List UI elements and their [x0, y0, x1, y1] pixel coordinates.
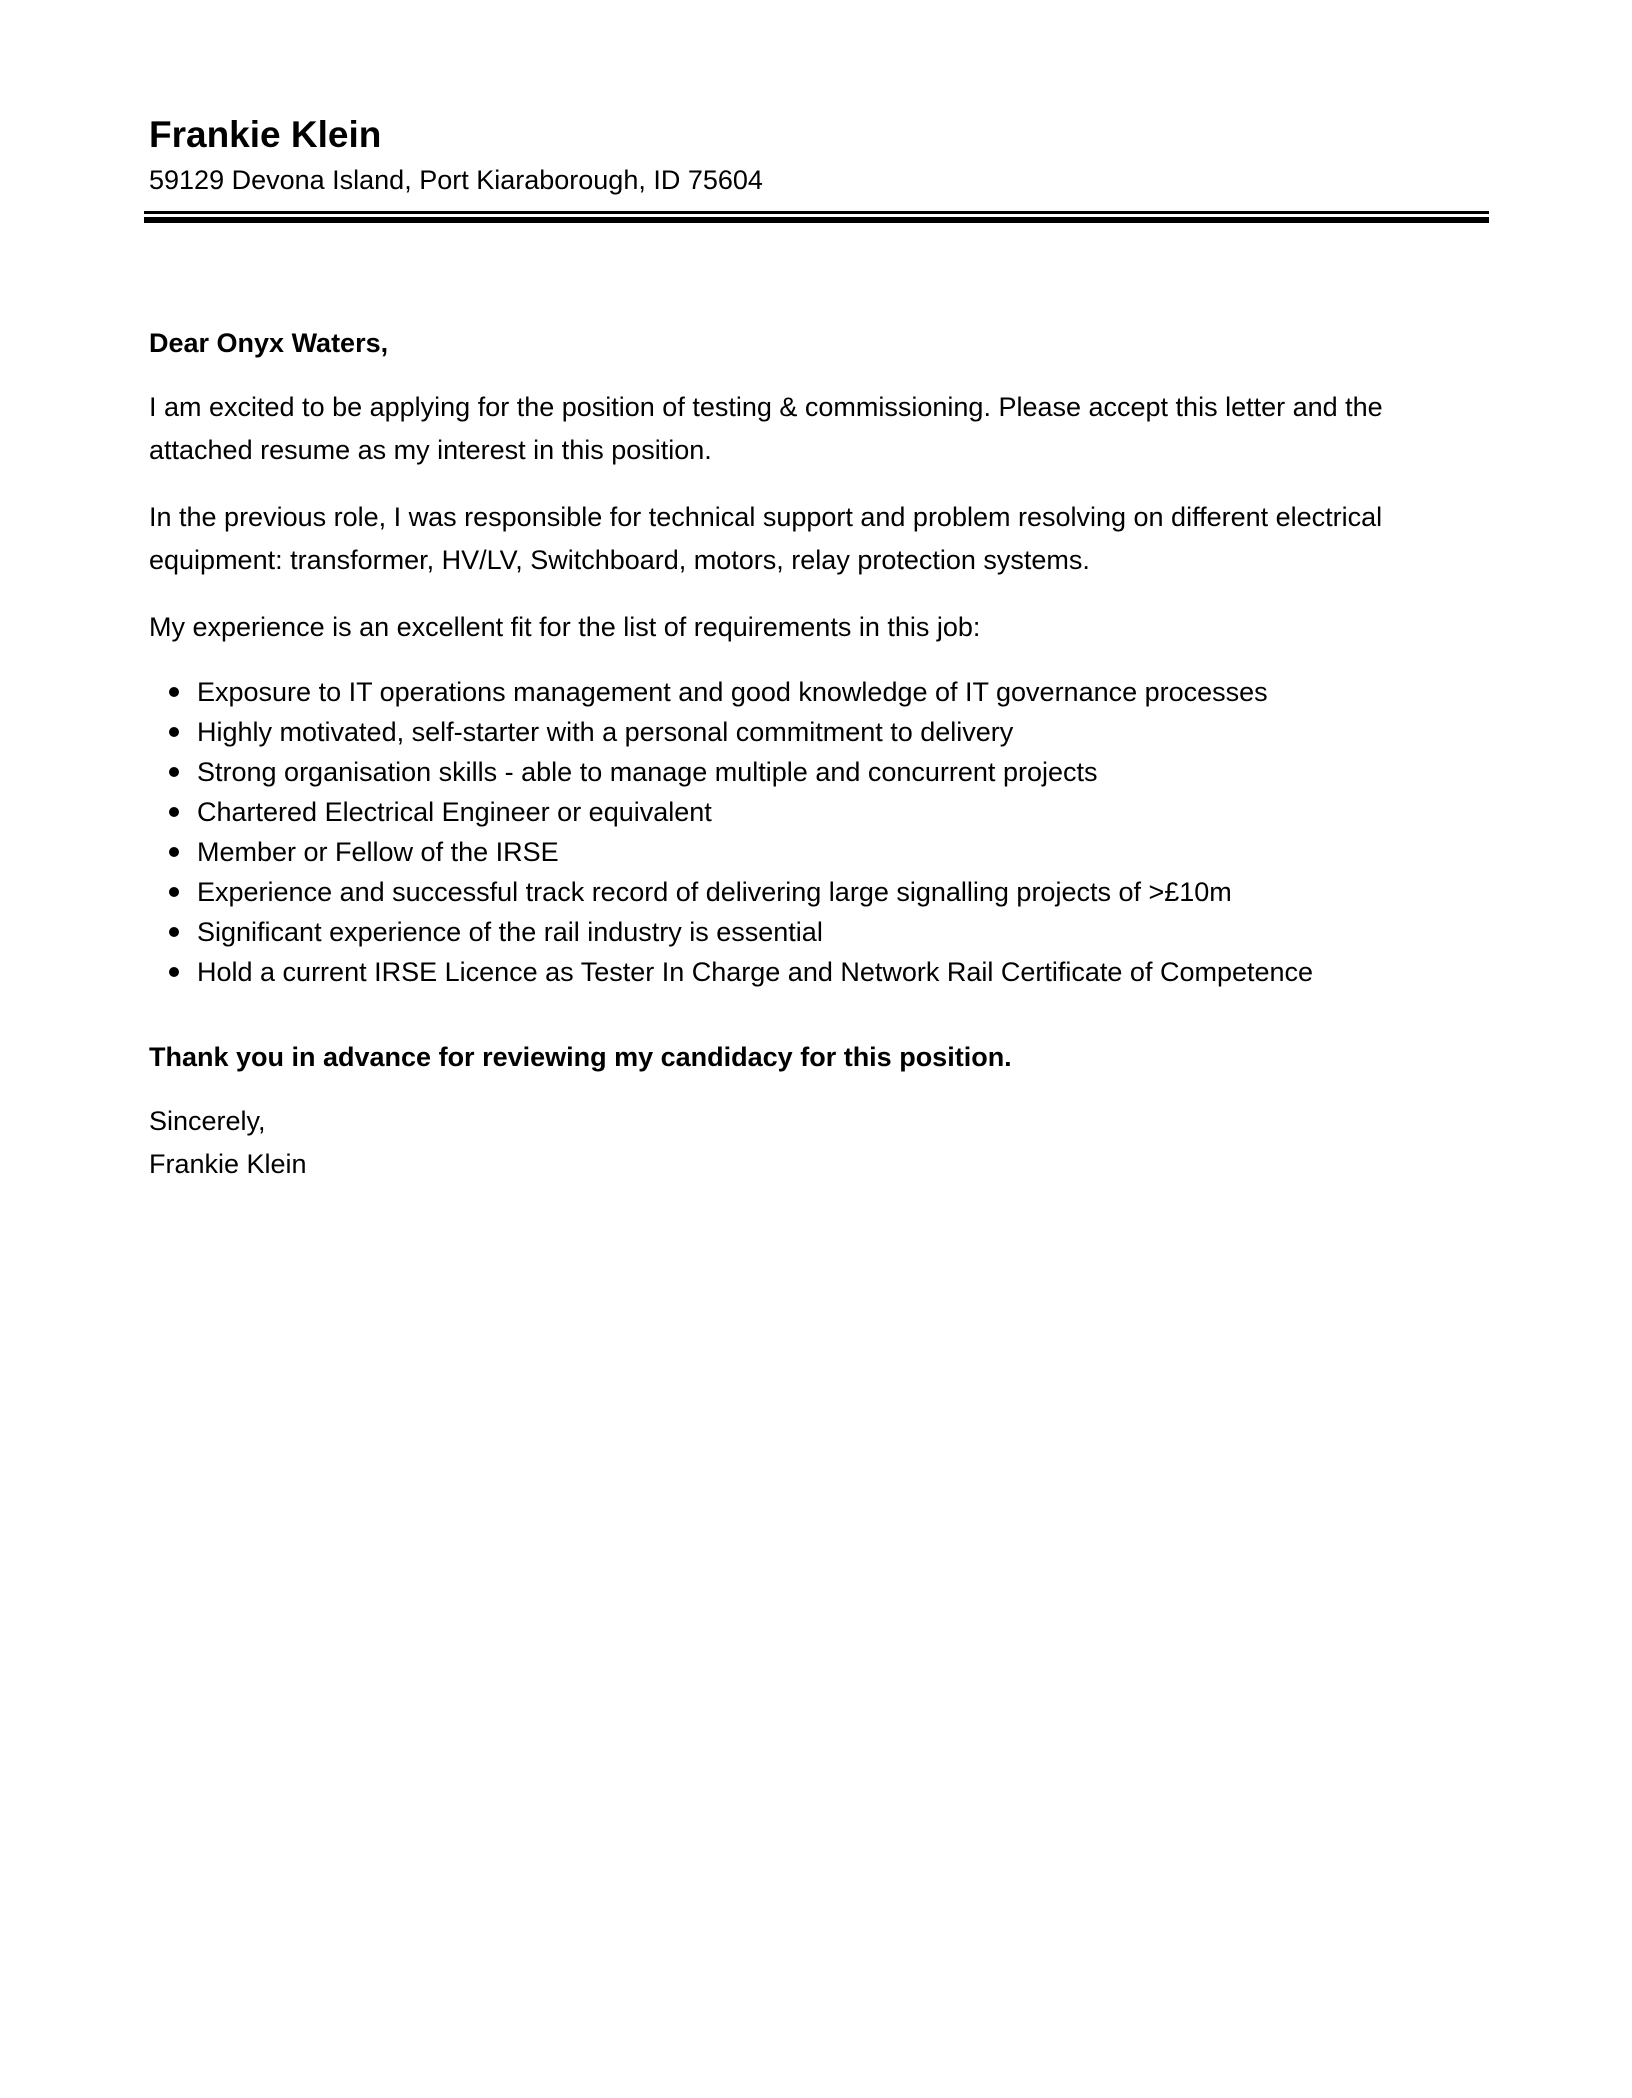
list-item: [149, 952, 1479, 992]
signoff-block: [149, 1100, 1479, 1186]
paragraph-requirements-intro: My experience is an excellent fit for the list of requirements in this job:: [149, 612, 981, 642]
bullet-icon: [169, 767, 179, 777]
list-item-text: Exposure to IT operations management and good knowledge of IT governance processes: [197, 677, 1268, 707]
list-item: [149, 672, 1479, 712]
list-item-text: Experience and successful track record of delivering large signalling projects of >£10m: [197, 877, 1232, 907]
list-item: [149, 872, 1479, 912]
list-item-text: Significant experience of the rail industry is essential: [197, 917, 823, 947]
header-divider-thin: [144, 211, 1489, 214]
paragraph-intro: I am excited to be applying for the position of testing & commissioning. Please accept this letter and the attached resume as my interest in this position.: [149, 392, 1383, 465]
bullet-icon: [169, 847, 179, 857]
paragraph-experience: In the previous role, I was responsible for technical support and problem resolving on different electrical equipment: transformer, HV/LV, Switchboard, motors, relay protection systems.: [149, 502, 1383, 575]
list-item-text: Hold a current IRSE Licence as Tester In Charge and Network Rail Certificate of Competence: [197, 957, 1314, 987]
list-item: [149, 832, 1479, 872]
list-item: [149, 912, 1479, 952]
requirements-list: [149, 672, 1479, 992]
closing-statement: Thank you in advance for reviewing my candidacy for this position.: [149, 1042, 1012, 1072]
bullet-icon: [169, 967, 179, 977]
list-item: [149, 712, 1479, 752]
bullet-icon: [169, 887, 179, 897]
sender-name: Frankie Klein: [149, 114, 382, 155]
list-item: [149, 792, 1479, 832]
bullet-icon: [169, 927, 179, 937]
sender-address: 59129 Devona Island, Port Kiaraborough, ID 75604: [149, 165, 763, 195]
header-divider-thick: [144, 217, 1489, 223]
list-item-text: Highly motivated, self-starter with a personal commitment to delivery: [197, 717, 1014, 747]
signature-name: Frankie Klein: [149, 1149, 307, 1179]
signoff: Sincerely,: [149, 1106, 266, 1136]
bullet-icon: [169, 727, 179, 737]
list-item-text: Member or Fellow of the IRSE: [197, 837, 559, 867]
list-item: [149, 752, 1479, 792]
bullet-icon: [169, 687, 179, 697]
salutation: Dear Onyx Waters,: [149, 328, 389, 358]
list-item-text: Chartered Electrical Engineer or equivalent: [197, 797, 712, 827]
bullet-icon: [169, 807, 179, 817]
list-item-text: Strong organisation skills - able to manage multiple and concurrent projects: [197, 757, 1098, 787]
